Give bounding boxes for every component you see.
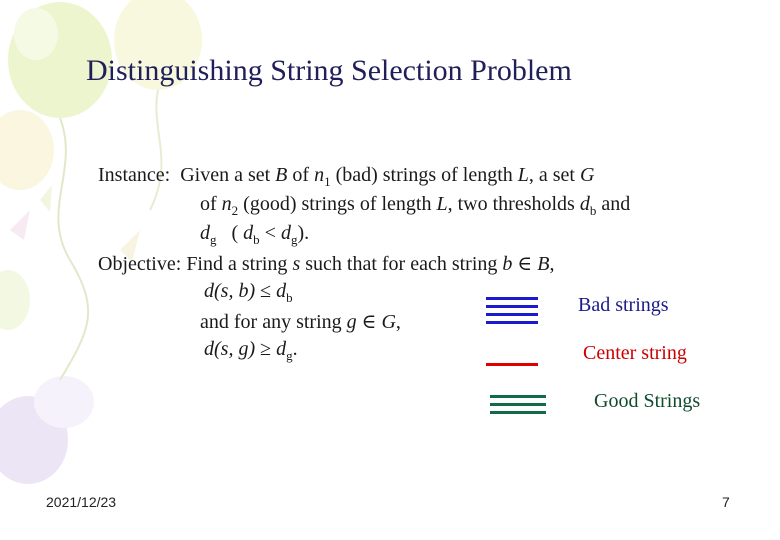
- text-segment: , a set: [528, 164, 575, 186]
- math-var: G: [579, 164, 595, 186]
- math-sub: b: [589, 203, 597, 218]
- math-var: b: [502, 253, 513, 275]
- text-segment: of: [292, 164, 310, 186]
- balloon-decoration-bottom: [0, 185, 140, 484]
- center-string-label: Center string: [583, 342, 687, 364]
- math-symbol: ≥: [260, 338, 272, 360]
- math-var: L: [436, 193, 448, 215]
- good-strings-label: Good Strings: [594, 390, 701, 412]
- slide-number: 7: [722, 494, 730, 510]
- text-segment: and: [601, 193, 631, 215]
- text-segment: ).: [297, 222, 310, 244]
- text-segment: .: [292, 338, 298, 360]
- objective-line-3: [200, 309, 401, 334]
- math-var: B: [275, 164, 288, 186]
- center-string-bar: [486, 363, 538, 366]
- text-segment: , two thresholds: [447, 193, 575, 215]
- math-args: (s, b): [214, 280, 256, 302]
- math-var: g: [346, 311, 357, 333]
- objective-line-1: [98, 251, 554, 276]
- math-sub: g: [210, 232, 217, 247]
- math-symbol: ≤: [260, 280, 272, 302]
- math-var: s: [292, 253, 301, 275]
- math-var: d: [243, 222, 254, 244]
- math-sub: 1: [324, 174, 331, 189]
- math-sub: g: [286, 348, 293, 363]
- text-segment: of: [200, 193, 217, 215]
- math-var: d: [579, 193, 590, 215]
- bad-string-bar: [486, 321, 538, 324]
- objective-label: Objective:: [98, 253, 182, 275]
- text-segment: (good) strings of length: [243, 193, 432, 215]
- slide-date: 2021/12/23: [46, 494, 117, 510]
- math-var: n: [221, 193, 232, 215]
- math-var: d: [276, 280, 287, 302]
- math-var: d: [276, 338, 287, 360]
- objective-line-2: [204, 280, 293, 306]
- math-var: d: [200, 222, 210, 244]
- math-var: d: [280, 222, 291, 244]
- good-string-bar: [490, 403, 546, 406]
- bad-string-bar: [486, 313, 538, 316]
- math-sub: b: [286, 290, 293, 305]
- bad-string-bar: [486, 297, 538, 300]
- math-var: L: [517, 164, 529, 186]
- math-var: B: [537, 253, 550, 275]
- math-symbol: ∈: [361, 311, 377, 333]
- text-segment: Given a set: [180, 164, 271, 186]
- text-segment: ,: [549, 253, 555, 275]
- text-segment: ,: [395, 311, 401, 333]
- instance-label: Instance:: [98, 164, 171, 186]
- text-segment: Find a string: [186, 253, 288, 275]
- math-sub: b: [253, 232, 260, 247]
- slide-title: Distinguishing String Selection Problem: [86, 54, 572, 87]
- math-var: n: [314, 164, 325, 186]
- bad-string-bar: [486, 305, 538, 308]
- instance-line-2: [200, 193, 630, 219]
- text-segment: (bad) strings of length: [335, 164, 513, 186]
- text-segment: and for any string: [200, 311, 342, 333]
- math-sub: g: [290, 232, 298, 247]
- text-segment: <: [264, 222, 276, 244]
- good-string-bar: [490, 395, 546, 398]
- text-segment: (: [231, 222, 239, 244]
- instance-line-1: [98, 164, 594, 190]
- math-args: (s, g): [214, 338, 256, 360]
- math-var: G: [381, 311, 396, 333]
- bad-strings-label: Bad strings: [578, 294, 669, 316]
- good-string-bar: [490, 411, 546, 414]
- instance-line-3: [200, 222, 309, 248]
- text-segment: such that for each string: [305, 253, 498, 275]
- math-var: d: [204, 280, 214, 302]
- math-symbol: ∈: [517, 253, 533, 275]
- objective-line-4: [204, 338, 298, 364]
- math-sub: 2: [231, 203, 239, 218]
- math-var: d: [204, 338, 214, 360]
